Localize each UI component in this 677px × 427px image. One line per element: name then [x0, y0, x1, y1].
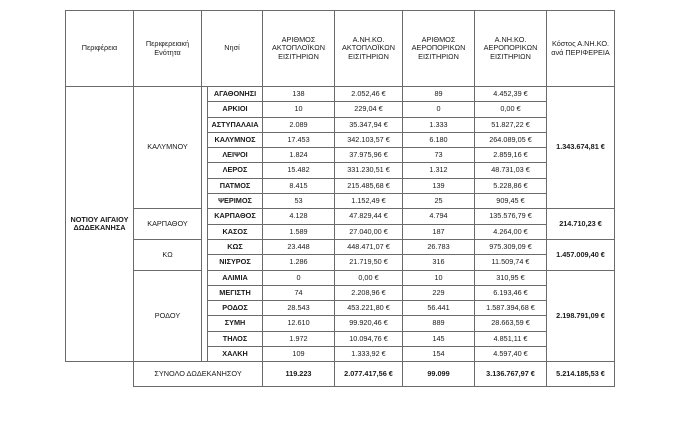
- table-body: [66, 87, 615, 387]
- sea-cost-cell: 27.040,00 €: [335, 224, 403, 239]
- air-cost-cell: 48.731,03 €: [475, 163, 547, 178]
- island-cell: ΤΗΛΟΣ: [208, 331, 263, 346]
- sea-cost-cell: 35.347,94 €: [335, 117, 403, 132]
- air-cost-cell: 4.597,40 €: [475, 347, 547, 362]
- air-tickets-cell: 145: [403, 331, 475, 346]
- unit-total-cell: 214.710,23 €: [547, 209, 615, 240]
- air-tickets-cell: 1.333: [403, 117, 475, 132]
- sea-tickets-cell: 17.453: [263, 132, 335, 147]
- island-cell: ΣΥΜΗ: [208, 316, 263, 331]
- header-islands: Νησί: [202, 11, 263, 87]
- header-sea-tickets: ΑΡΙΘΜΟΣ ΑΚΤΟΠΛΟΪΚΩΝ ΕΙΣΙΤΗΡΙΩΝ: [263, 11, 335, 87]
- sea-cost-cell: 47.829,44 €: [335, 209, 403, 224]
- sea-cost-cell: 2.208,96 €: [335, 285, 403, 300]
- regional-unit-cell: ΚΩ: [134, 239, 202, 270]
- sea-tickets-cell: 15.482: [263, 163, 335, 178]
- air-tickets-cell: 1.312: [403, 163, 475, 178]
- air-cost-cell: 11.509,74 €: [475, 255, 547, 270]
- totals-sea-cost: 2.077.417,56 €: [335, 362, 403, 387]
- header-air-cost: Α.ΝΗ.ΚΟ. ΑΕΡΟΠΟΡΙΚΩΝ ΕΙΣΙΤΗΡΙΩΝ: [475, 11, 547, 87]
- air-cost-cell: 0,00 €: [475, 102, 547, 117]
- air-cost-cell: 5.228,86 €: [475, 178, 547, 193]
- sea-tickets-cell: 1.286: [263, 255, 335, 270]
- air-tickets-cell: 25: [403, 194, 475, 209]
- island-cell: ΑΡΚΙΟΙ: [208, 102, 263, 117]
- sea-tickets-cell: 0: [263, 270, 335, 285]
- air-tickets-cell: 56.441: [403, 301, 475, 316]
- totals-air-cost: 3.136.767,97 €: [475, 362, 547, 387]
- header-sea-cost: Α.ΝΗ.ΚΟ. ΑΚΤΟΠΛΟΪΚΩΝ ΕΙΣΙΤΗΡΙΩΝ: [335, 11, 403, 87]
- totals-label: ΣΥΝΟΛΟ ΔΩΔΕΚΑΝΗΣΟΥ: [134, 362, 263, 387]
- header-total-per-region: Κόστος Α.ΝΗ.ΚΟ. ανά ΠΕΡΙΦΕΡΕΙΑ: [547, 11, 615, 87]
- air-cost-cell: 310,95 €: [475, 270, 547, 285]
- air-cost-cell: 909,45 €: [475, 194, 547, 209]
- totals-row: [66, 362, 615, 387]
- sea-cost-cell: 0,00 €: [335, 270, 403, 285]
- air-tickets-cell: 229: [403, 285, 475, 300]
- sea-cost-cell: 37.975,96 €: [335, 148, 403, 163]
- air-cost-cell: 4.452,39 €: [475, 87, 547, 102]
- sea-cost-cell: 1.333,92 €: [335, 347, 403, 362]
- sea-cost-cell: 21.719,50 €: [335, 255, 403, 270]
- totals-sea-tickets: 119.223: [263, 362, 335, 387]
- air-cost-cell: 975.309,09 €: [475, 239, 547, 254]
- sea-cost-cell: 229,04 €: [335, 102, 403, 117]
- air-cost-cell: 135.576,79 €: [475, 209, 547, 224]
- island-cell: ΝΙΣΥΡΟΣ: [208, 255, 263, 270]
- sea-cost-cell: 2.052,46 €: [335, 87, 403, 102]
- sea-tickets-cell: 2.089: [263, 117, 335, 132]
- sea-tickets-cell: 1.589: [263, 224, 335, 239]
- air-tickets-cell: 89: [403, 87, 475, 102]
- sea-tickets-cell: 8.415: [263, 178, 335, 193]
- table-row: [66, 209, 615, 224]
- sea-tickets-cell: 1.824: [263, 148, 335, 163]
- header-region: Περιφέρεια: [66, 11, 134, 87]
- table-row: [66, 239, 615, 254]
- island-cell: ΠΑΤΜΟΣ: [208, 178, 263, 193]
- air-tickets-cell: 6.180: [403, 132, 475, 147]
- air-cost-cell: 4.851,11 €: [475, 331, 547, 346]
- sea-tickets-cell: 138: [263, 87, 335, 102]
- air-cost-cell: 2.859,16 €: [475, 148, 547, 163]
- totals-grand-total: 5.214.185,53 €: [547, 362, 615, 387]
- air-cost-cell: 264.089,05 €: [475, 132, 547, 147]
- sea-cost-cell: 331.230,51 €: [335, 163, 403, 178]
- regional-unit-cell: ΚΑΛΥΜΝΟΥ: [134, 87, 202, 209]
- totals-air-tickets: 99.099: [403, 362, 475, 387]
- air-cost-cell: 51.827,22 €: [475, 117, 547, 132]
- island-cell: ΧΑΛΚΗ: [208, 347, 263, 362]
- header-air-tickets: ΑΡΙΘΜΟΣ ΑΕΡΟΠΟΡΙΚΩΝ ΕΙΣΙΤΗΡΙΩΝ: [403, 11, 475, 87]
- air-tickets-cell: 187: [403, 224, 475, 239]
- header-row: [66, 11, 615, 87]
- island-cell: ΨΕΡΙΜΟΣ: [208, 194, 263, 209]
- air-tickets-cell: 73: [403, 148, 475, 163]
- air-tickets-cell: 889: [403, 316, 475, 331]
- sea-cost-cell: 10.094,76 €: [335, 331, 403, 346]
- sea-cost-cell: 448.471,07 €: [335, 239, 403, 254]
- air-tickets-cell: 139: [403, 178, 475, 193]
- island-cell: ΚΑΛΥΜΝΟΣ: [208, 132, 263, 147]
- island-cell: ΑΓΑΘΟΝΗΣΙ: [208, 87, 263, 102]
- sea-cost-cell: 342.103,57 €: [335, 132, 403, 147]
- table-row: [66, 270, 615, 285]
- sea-cost-cell: 99.920,46 €: [335, 316, 403, 331]
- air-tickets-cell: 154: [403, 347, 475, 362]
- document-page: [65, 10, 615, 387]
- air-tickets-cell: 4.794: [403, 209, 475, 224]
- island-cell: ΛΕΙΨΟΙ: [208, 148, 263, 163]
- island-cell: ΚΑΣΟΣ: [208, 224, 263, 239]
- air-tickets-cell: 26.783: [403, 239, 475, 254]
- sea-tickets-cell: 1.972: [263, 331, 335, 346]
- header-regional-unit: Περιφερειακή Ενότητα: [134, 11, 202, 87]
- air-cost-cell: 6.193,46 €: [475, 285, 547, 300]
- island-cell: ΚΩΣ: [208, 239, 263, 254]
- sea-tickets-cell: 53: [263, 194, 335, 209]
- sea-tickets-cell: 74: [263, 285, 335, 300]
- air-cost-cell: 1.587.394,68 €: [475, 301, 547, 316]
- sea-tickets-cell: 109: [263, 347, 335, 362]
- region-cell: ΝΟΤΙΟΥ ΑΙΓΑΙΟΥ ΔΩΔΕΚΑΝΗΣΑ: [66, 87, 134, 362]
- sea-cost-cell: 1.152,49 €: [335, 194, 403, 209]
- island-cell: ΡΟΔΟΣ: [208, 301, 263, 316]
- regional-unit-cell: ΚΑΡΠΑΘΟΥ: [134, 209, 202, 240]
- regional-unit-cell: ΡΟΔΟΥ: [134, 270, 202, 362]
- air-cost-cell: 28.663,59 €: [475, 316, 547, 331]
- sea-tickets-cell: 12.610: [263, 316, 335, 331]
- costs-table: [65, 10, 615, 387]
- unit-total-cell: 2.198.791,09 €: [547, 270, 615, 362]
- island-cell: ΑΣΤΥΠΑΛΑΙΑ: [208, 117, 263, 132]
- sea-cost-cell: 215.485,68 €: [335, 178, 403, 193]
- island-cell: ΜΕΓΙΣΤΗ: [208, 285, 263, 300]
- air-tickets-cell: 10: [403, 270, 475, 285]
- table-row: [66, 87, 615, 102]
- sea-tickets-cell: 23.448: [263, 239, 335, 254]
- sea-cost-cell: 453.221,80 €: [335, 301, 403, 316]
- air-tickets-cell: 0: [403, 102, 475, 117]
- totals-empty-cell: [66, 362, 134, 387]
- sea-tickets-cell: 28.543: [263, 301, 335, 316]
- air-tickets-cell: 316: [403, 255, 475, 270]
- sea-tickets-cell: 4.128: [263, 209, 335, 224]
- island-cell: ΛΕΡΟΣ: [208, 163, 263, 178]
- island-cell: ΑΛΙΜΙΑ: [208, 270, 263, 285]
- unit-total-cell: 1.457.009,40 €: [547, 239, 615, 270]
- island-cell: ΚΑΡΠΑΘΟΣ: [208, 209, 263, 224]
- unit-total-cell: 1.343.674,81 €: [547, 87, 615, 209]
- sea-tickets-cell: 10: [263, 102, 335, 117]
- air-cost-cell: 4.264,00 €: [475, 224, 547, 239]
